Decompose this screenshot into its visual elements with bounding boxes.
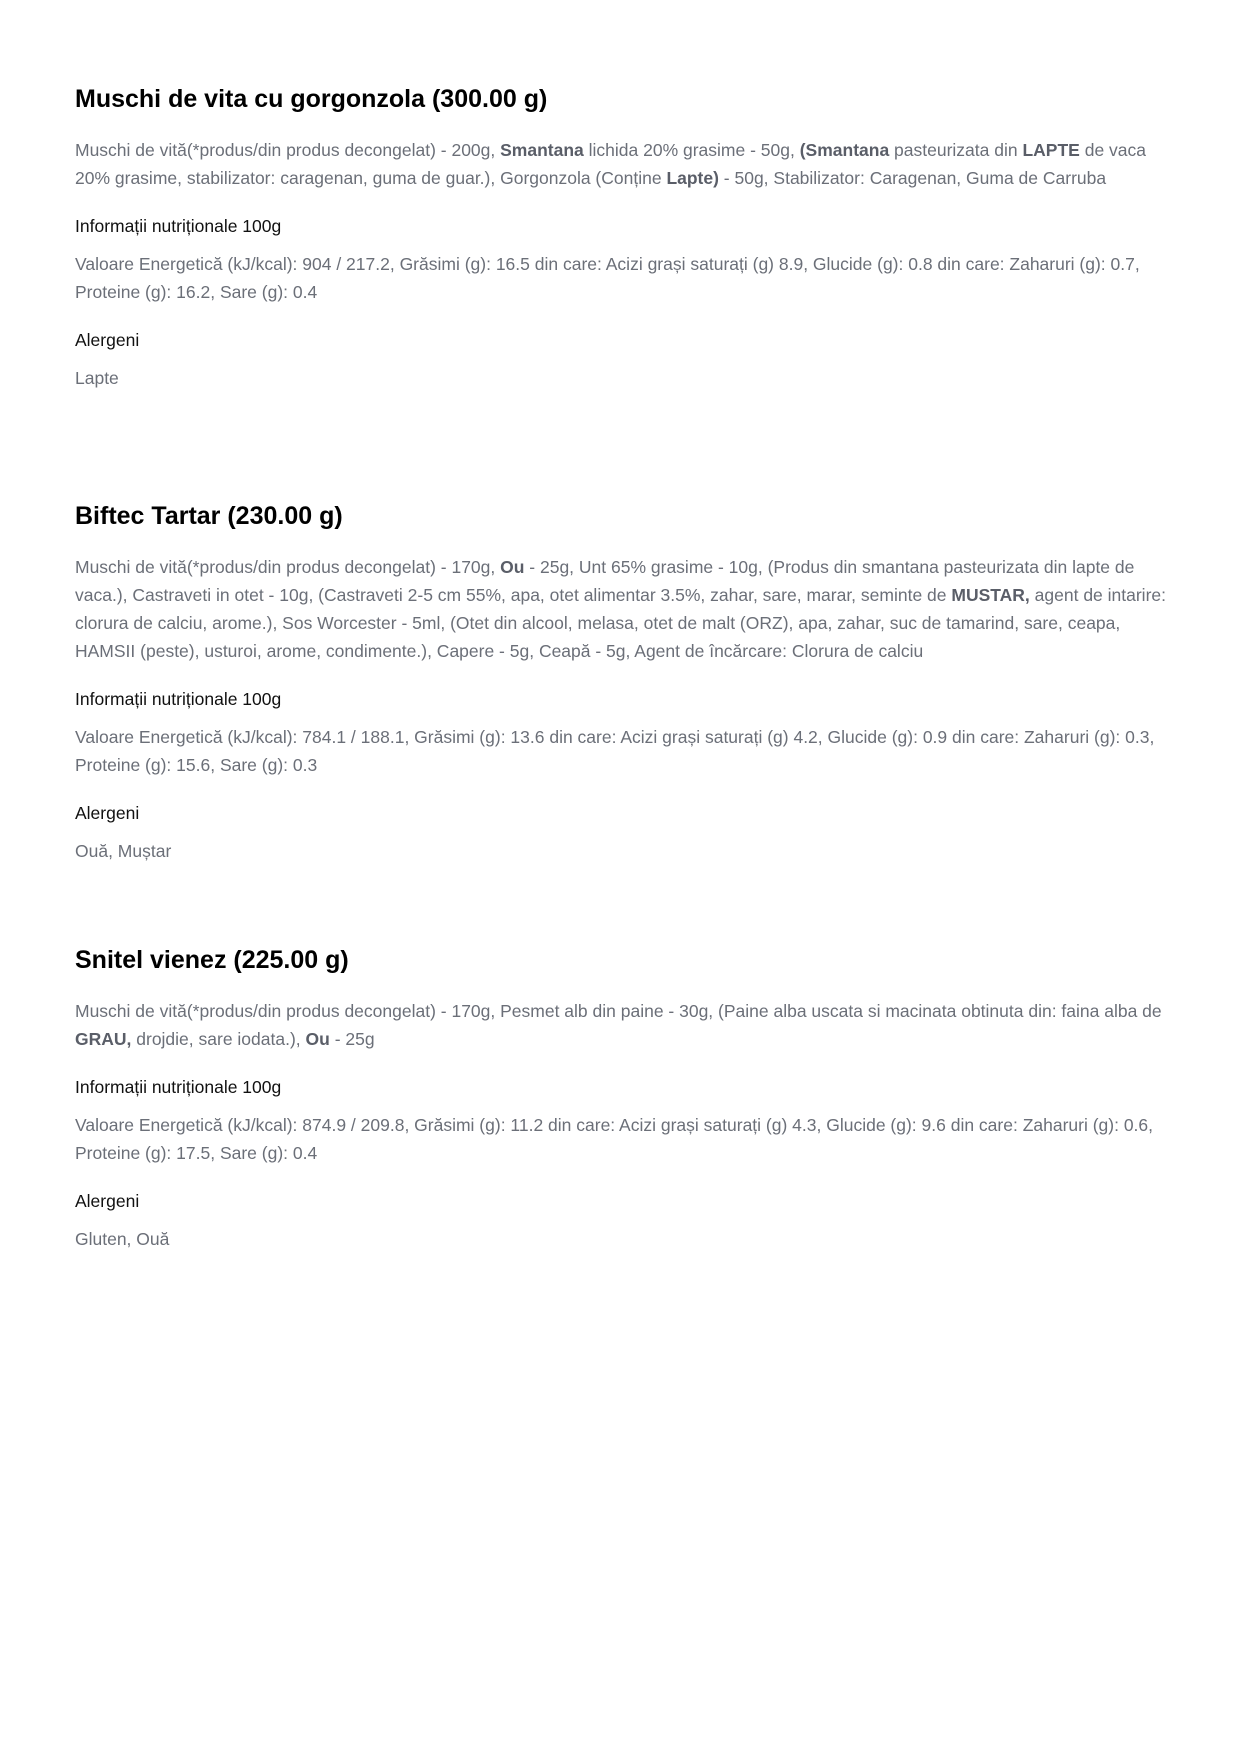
ingredient-highlight: Ou (305, 1029, 330, 1049)
ingredient-text: - 25g, Unt 65% grasime - 10g, (Produs din smantana pasteurizata din lapte de vaca.), Castraveti in otet - 10g, (Castraveti 2-5 cm 55%, apa, otet alimentar 3.5%, zahar, sare, marar, seminte de (75, 557, 1135, 605)
ingredient-highlight: Ou (500, 557, 525, 577)
allergens-label: Alergeni (75, 803, 140, 823)
product-title: Biftec Tartar (230.00 g) (75, 502, 343, 530)
ingredient-text: Muschi de vită(*produs/din produs decongelat) - 170g, Pesmet alb din paine - 30g, (Paine alba uscata si macinata obtinuta din: faina alba de (75, 1001, 1162, 1021)
product-card (75, 82, 1175, 392)
nutrition-label: Informații nutriționale 100g (75, 1077, 282, 1097)
product-ingredients (75, 136, 1175, 192)
ingredient-highlight: MUSTAR, (951, 585, 1030, 605)
product-card (75, 943, 1175, 1253)
allergens-value: Ouă, Muștar (75, 841, 172, 861)
ingredient-highlight: Lapte) (666, 168, 719, 188)
nutrition-value: Valoare Energetică (kJ/kcal): 904 / 217.2, Grăsimi (g): 16.5 din care: Acizi grași saturați (g) 8.9, Glucide (g): 0.8 din care: Zaharuri (g): 0.7, Proteine (g): 16.2, Sare (g): 0.4 (75, 254, 1140, 302)
product-title: Muschi de vita cu gorgonzola (300.00 g) (75, 85, 548, 113)
ingredient-highlight: GRAU, (75, 1029, 132, 1049)
ingredient-text: - 25g (329, 1029, 375, 1049)
ingredient-text: lichida 20% grasime - 50g, (583, 140, 800, 160)
ingredient-text: drojdie, sare iodata.), (131, 1029, 306, 1049)
nutrition-label: Informații nutriționale 100g (75, 216, 282, 236)
allergens-value: Gluten, Ouă (75, 1229, 170, 1249)
nutrition-label: Informații nutriționale 100g (75, 689, 282, 709)
ingredient-text: Muschi de vită(*produs/din produs decongelat) - 200g, (75, 140, 501, 160)
ingredient-text: de vaca 20% grasime, stabilizator: caragenan, guma de guar.), Gorgonzola (Conține (75, 140, 1146, 188)
allergens-value: Lapte (75, 368, 119, 388)
nutrition-value: Valoare Energetică (kJ/kcal): 784.1 / 188.1, Grăsimi (g): 13.6 din care: Acizi grași saturați (g) 4.2, Glucide (g): 0.9 din care: Zaharuri (g): 0.3, Proteine (g): 15.6, Sare (g): 0.3 (75, 727, 1155, 775)
ingredient-highlight: LAPTE (1022, 140, 1080, 160)
product-card (75, 499, 1175, 865)
allergens-label: Alergeni (75, 1191, 140, 1211)
ingredient-text: agent de intarire: clorura de calciu, arome.), Sos Worcester - 5ml, (Otet din alcool, melasa, otet de malt (ORZ), apa, zahar, suc de tamarind, sare, ceapa, HAMSII (peste), usturoi, arome, condimente.), Capere - 5g, Ceapă - 5g, Agent de încărcare: Clorura de calciu (75, 585, 1166, 661)
nutrition-value: Valoare Energetică (kJ/kcal): 874.9 / 209.8, Grăsimi (g): 11.2 din care: Acizi grași saturați (g) 4.3, Glucide (g): 9.6 din care: Zaharuri (g): 0.6, Proteine (g): 17.5, Sare (g): 0.4 (75, 1115, 1154, 1163)
ingredient-text: Muschi de vită(*produs/din produs decongelat) - 170g, (75, 557, 501, 577)
ingredient-highlight: (Smantana (799, 140, 890, 160)
ingredient-highlight: Smantana (500, 140, 584, 160)
product-ingredients (75, 553, 1175, 665)
ingredient-text: - 50g, Stabilizator: Caragenan, Guma de Carruba (718, 168, 1107, 188)
allergens-label: Alergeni (75, 330, 140, 350)
product-title: Snitel vienez (225.00 g) (75, 946, 349, 974)
ingredient-text: pasteurizata din (889, 140, 1023, 160)
product-ingredients (75, 997, 1175, 1053)
